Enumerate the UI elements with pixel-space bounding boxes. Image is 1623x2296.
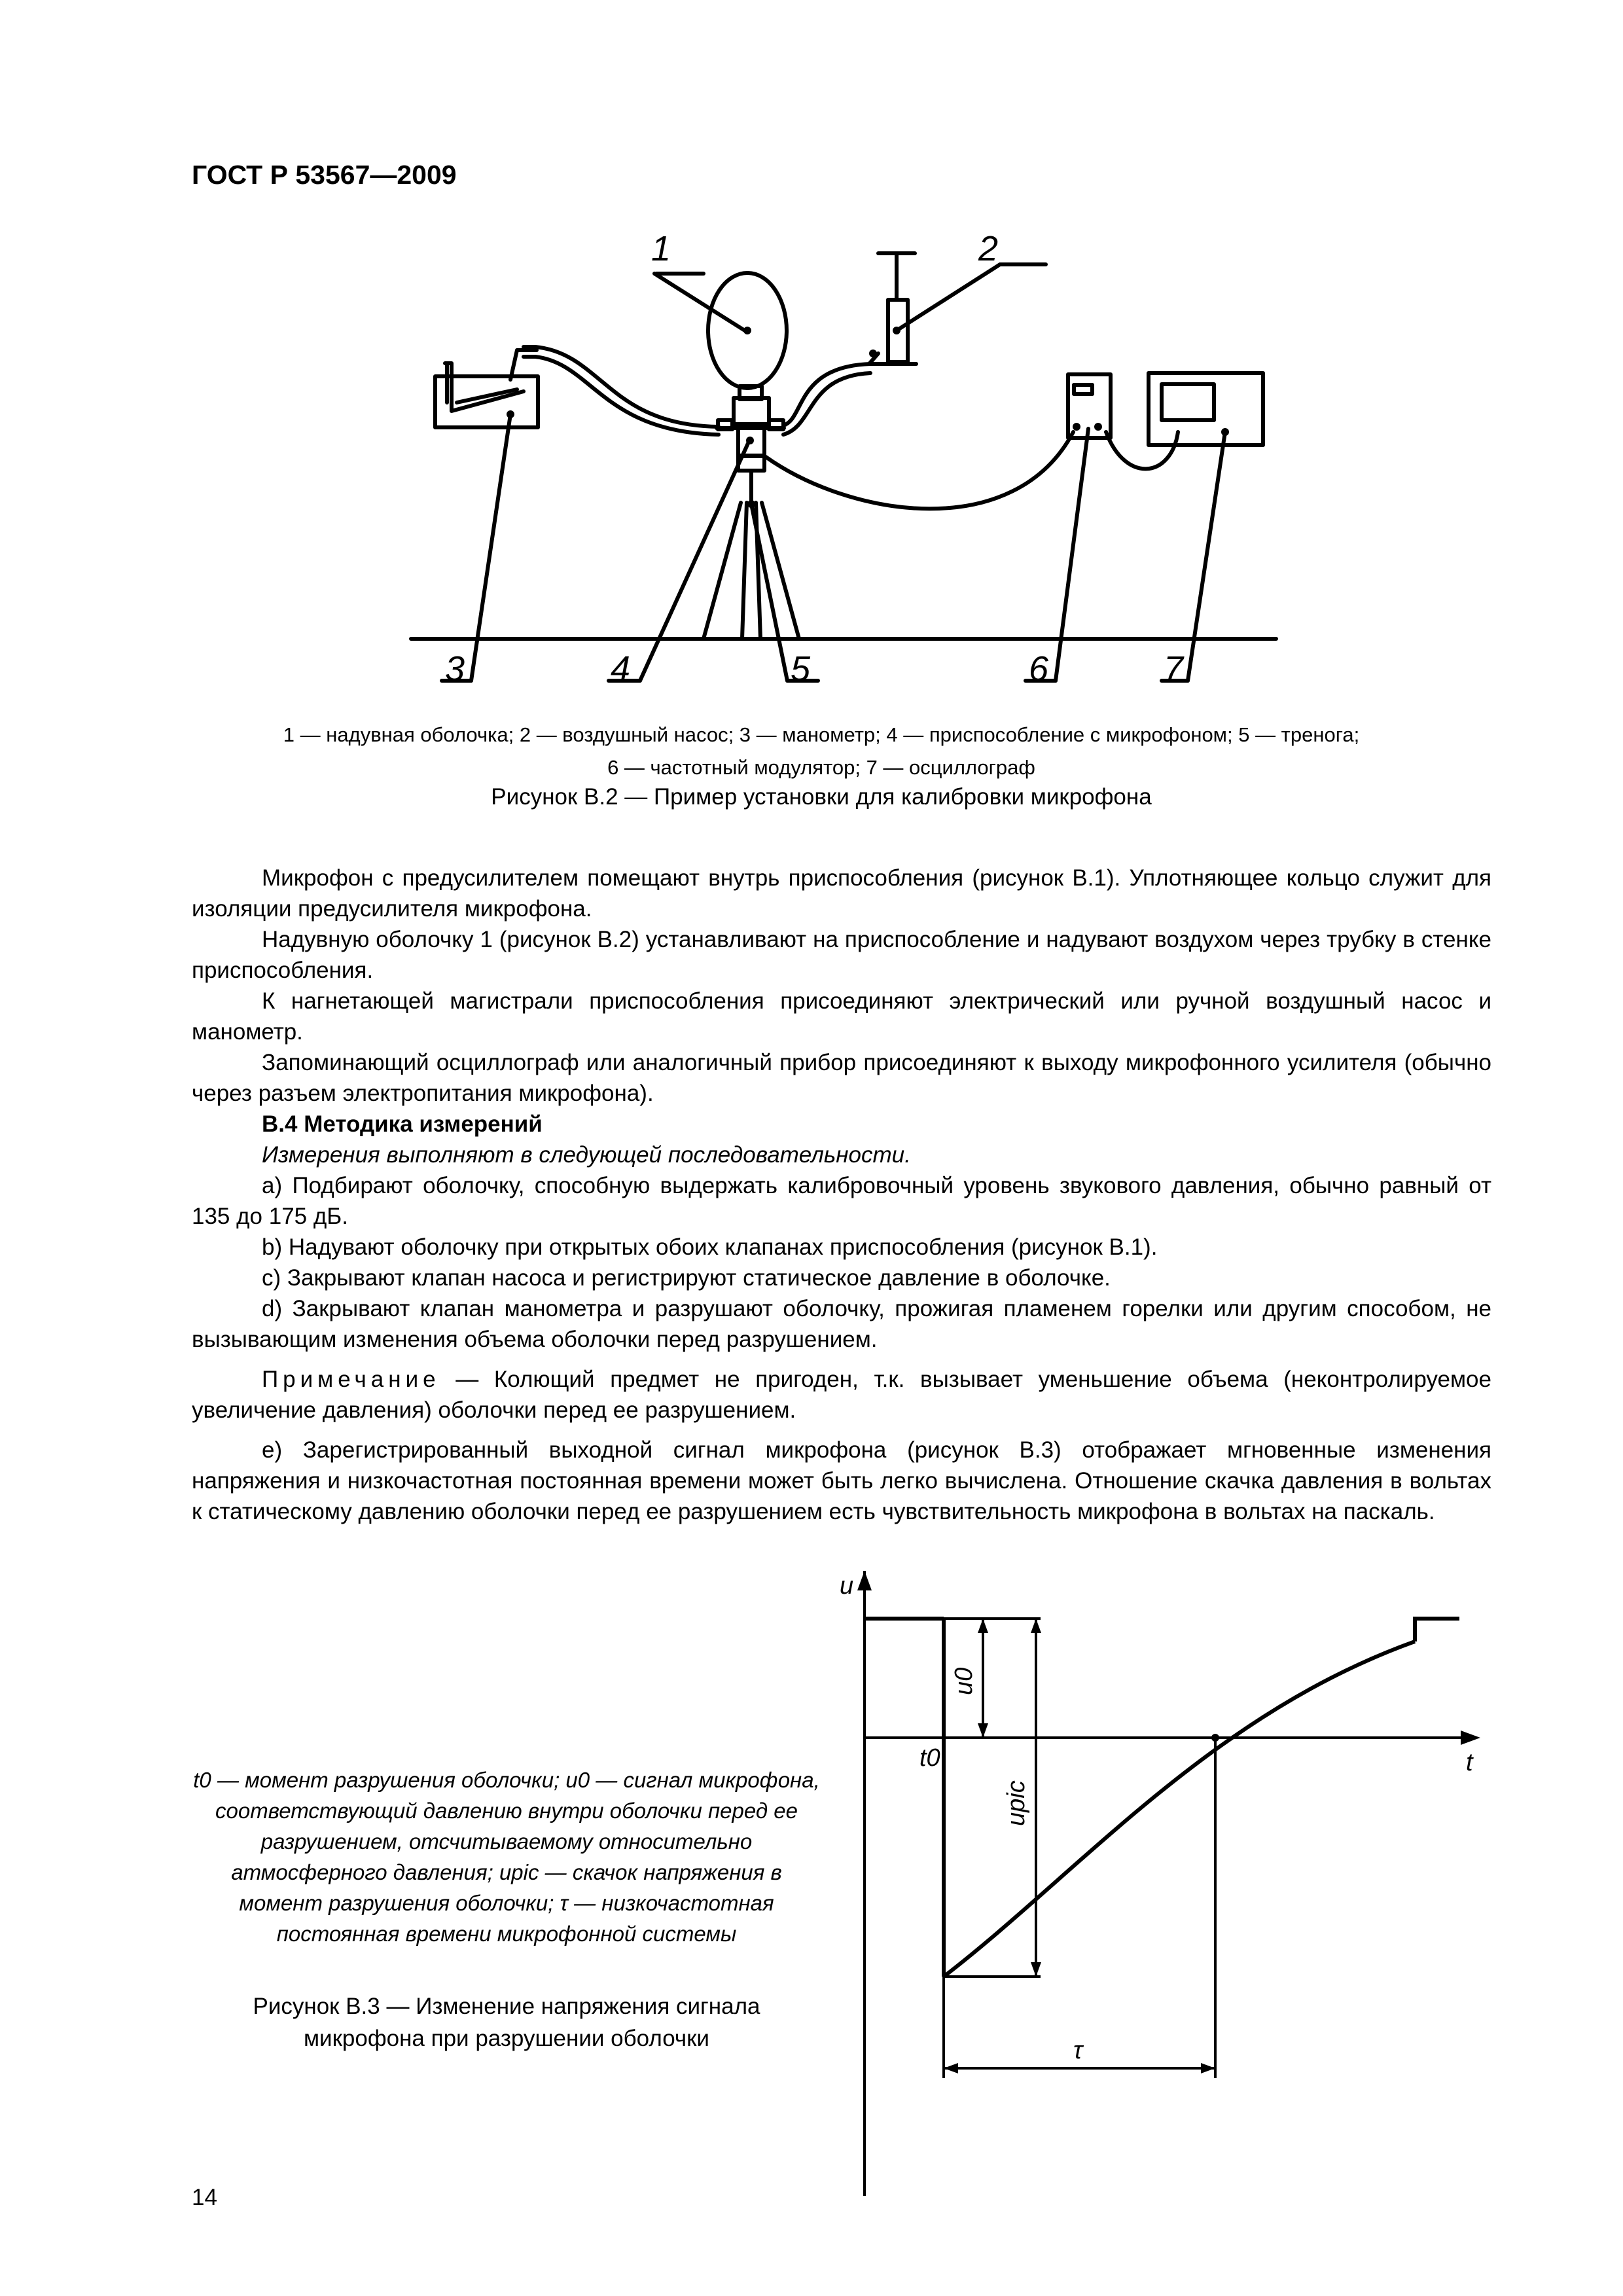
figure-b3-title	[192, 1990, 821, 2054]
document-header: ГОСТ Р 53567—2009	[192, 160, 457, 190]
t0-label: t0	[919, 1744, 940, 1772]
list-item-b: b) Надувают оболочку при открытых обоих клапанах приспособления (рисунок В.1).	[262, 1234, 1158, 1260]
u0-label: u0	[950, 1667, 978, 1695]
paragraph-2: Надувную оболочку 1 (рисунок В.2) устанавливают на приспособление и надувают воздухом через трубку в стенке приспособления.	[192, 927, 1491, 983]
list-item-c: c) Закрывают клапан насоса и регистрируют статическое давление в оболочке.	[262, 1265, 1111, 1291]
list-item-a: a) Подбирают оболочку, способную выдержать калибровочный уровень звукового давления, обычно равный от 135 до 175 дБ.	[192, 1173, 1491, 1229]
note-text: — Колющий предмет не пригоден, т.к. вызывает уменьшение объема (неконтролируемое увеличение давления) оболочки перед ее разрушением.	[192, 1367, 1491, 1423]
callout-7: 7	[1164, 649, 1184, 689]
callout-5: 5	[791, 649, 811, 689]
paragraph-1: Микрофон с предусилителем помещают внутрь приспособления (рисунок В.1). Уплотняющее кольцо служит для изоляции предусилителя микрофона.	[192, 865, 1491, 922]
callout-3: 3	[445, 649, 465, 689]
list-item-d: d) Закрывают клапан манометра и разрушают оболочку, прожигая пламенем горелки или другим способом, не вызывающим изменения объема оболочки перед разрушением.	[192, 1296, 1491, 1352]
callout-4: 4	[611, 649, 631, 689]
list-item-e: e) Зарегистрированный выходной сигнал микрофона (рисунок В.3) отображает мгновенные изменения напряжения и низкочастотная постоянная времени может быть легко вычислена. Отношение скачка давления в вольтах к статическому давлению оболочки перед ее разрушением есть чувствительность микрофона в вольтах на паскаль.	[192, 1437, 1491, 1524]
figure-b2-title: Рисунок В.2 — Пример установки для калибровки микрофона	[491, 784, 1152, 810]
callout-2: 2	[978, 229, 999, 268]
section-heading: В.4 Методика измерений	[262, 1111, 543, 1137]
page-number: 14	[192, 2185, 217, 2210]
x-axis-label: t	[1466, 1749, 1473, 1776]
figure-b3-title-line2: микрофона при разрушении оболочки	[303, 2026, 709, 2051]
callout-6: 6	[1029, 649, 1049, 689]
y-axis-label: u	[840, 1572, 854, 1600]
figure-b3-title-line1: Рисунок В.3 — Изменение напряжения сигнала	[253, 1994, 760, 2019]
callout-1: 1	[651, 229, 671, 268]
section-intro: Измерения выполняют в следующей последовательности.	[262, 1142, 911, 1168]
figure-b2-legend-line1: 1 — надувная оболочка; 2 — воздушный насос; 3 — манометр; 4 — приспособление с микрофоном; 5 — тренога;	[283, 723, 1360, 746]
paragraph-4: Запоминающий осциллограф или аналогичный прибор присоединяют к выходу микрофонного усилителя (обычно через разъем электропитания микрофона).	[192, 1050, 1491, 1106]
figure-b3-legend: t0 — момент разрушения оболочки; u0 — сигнал микрофона, соответствующий давлению внутри оболочки перед ее разрушением, отсчитываемому относительно атмосферного давления; upic — скачок напряжения в момент разрушения оболочки; τ — низкочастотная постоянная времени микрофонной системы	[193, 1768, 820, 1946]
note-label: Примечание	[262, 1367, 440, 1392]
upic-label: upic	[1003, 1780, 1030, 1826]
tau-label: τ	[1073, 2037, 1083, 2064]
paragraph-3: К нагнетающей магистрали приспособления присоединяют электрический или ручной воздушный насос и манометр.	[192, 988, 1491, 1045]
figure-b2-legend-line2: 6 — частотный модулятор; 7 — осциллограф	[607, 756, 1035, 779]
